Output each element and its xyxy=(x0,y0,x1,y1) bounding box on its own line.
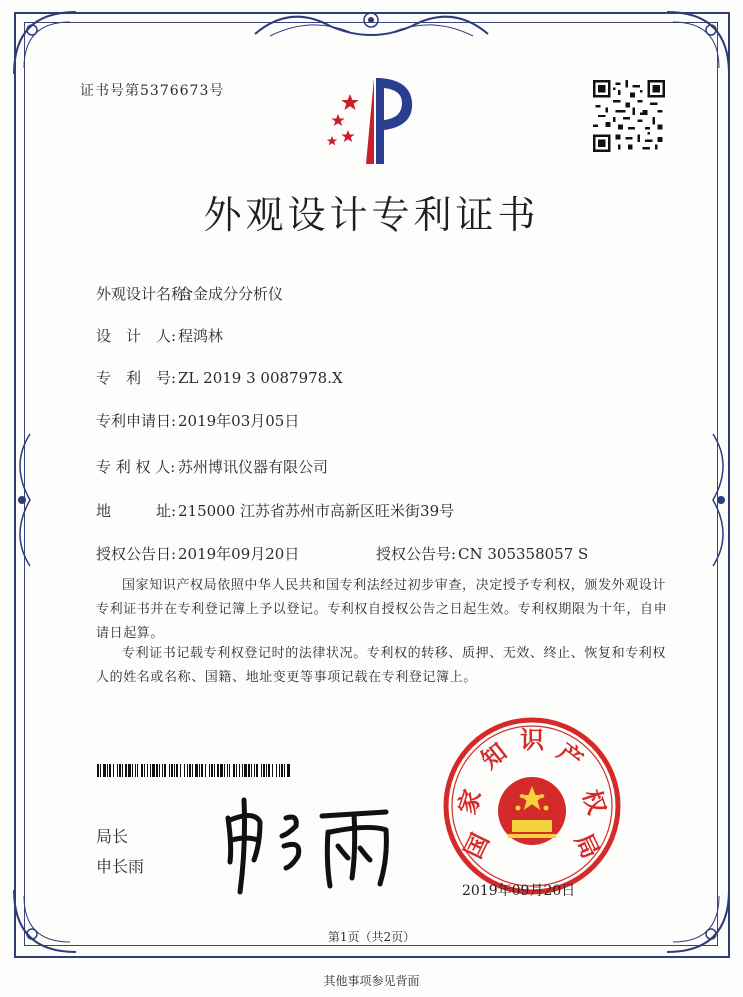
barcode-bar xyxy=(189,764,191,777)
grant-date-row xyxy=(96,543,299,564)
barcode-bar xyxy=(117,764,118,777)
left-side-ornament xyxy=(8,430,38,570)
patentee-row xyxy=(96,456,328,477)
paragraph-grant-statement: 国家知识产权局依照中华人民共和国专利法经过初步审查，决定授予专利权，颁发外观设计专利证书并在专利登记簿上予以登记。专利权自授权公告之日起生效。专利权期限为十年，自申请日起算。 xyxy=(96,578,668,641)
barcode-bar xyxy=(287,764,290,777)
barcode-bar xyxy=(125,764,127,777)
barcode-bar xyxy=(224,764,225,777)
barcode-bar xyxy=(201,764,203,777)
designer-value: 程鸿林 xyxy=(178,327,224,345)
barcode-bar xyxy=(176,764,178,777)
barcode-bar xyxy=(236,764,237,777)
barcode-bar xyxy=(103,764,106,777)
barcode-bar xyxy=(220,764,223,777)
barcode-bar xyxy=(122,764,123,777)
barcode-bar xyxy=(156,764,158,777)
barcode-bar xyxy=(159,764,160,777)
barcode-bar xyxy=(135,764,136,777)
barcode-bar xyxy=(137,764,138,777)
qr-code xyxy=(593,80,665,152)
barcode-bar xyxy=(279,764,280,777)
page-indicator: 第1页（共2页） xyxy=(327,930,416,944)
barcode-bar xyxy=(281,764,283,777)
director-title: 局长 xyxy=(96,827,129,846)
svg-text:识: 识 xyxy=(520,726,544,754)
cnipa-logo xyxy=(318,74,418,170)
barcode-bar xyxy=(152,764,155,777)
barcode-bar xyxy=(113,764,114,777)
barcode-bar xyxy=(128,764,131,777)
barcode-bar xyxy=(251,764,252,777)
barcode-bar xyxy=(150,764,151,777)
footer-note: 其他事项参见背面 xyxy=(323,974,420,988)
barcode xyxy=(97,764,290,777)
barcode-bar xyxy=(119,764,121,777)
barcode-bar xyxy=(164,764,166,777)
barcode-bar xyxy=(242,764,243,777)
barcode-bar xyxy=(187,764,188,777)
barcode-bar xyxy=(227,764,228,777)
patent-number-label: 专 利 号: xyxy=(96,369,177,387)
design-name-row xyxy=(96,283,283,304)
barcode-bar xyxy=(276,764,277,777)
svg-text:产: 产 xyxy=(551,737,589,775)
top-center-ornament xyxy=(250,4,493,44)
barcode-bar xyxy=(229,764,230,777)
barcode-bar xyxy=(209,764,210,777)
barcode-bar xyxy=(141,764,143,777)
barcode-bar xyxy=(239,764,240,777)
patentee-value: 苏州博讯仪器有限公司 xyxy=(178,458,329,476)
svg-text:家: 家 xyxy=(452,786,488,818)
barcode-bar xyxy=(211,764,213,777)
patentee-label: 专 利 权 人: xyxy=(96,458,176,476)
grant-date-label: 授权公告日: xyxy=(96,545,177,563)
barcode-bar xyxy=(261,764,262,777)
svg-text:权: 权 xyxy=(576,786,612,818)
corner-ornament-top-right xyxy=(663,8,733,78)
filing-date-label: 专利申请日: xyxy=(96,412,177,430)
design-name-value: 合金成分分析仪 xyxy=(178,285,284,303)
barcode-bar xyxy=(109,764,111,777)
barcode-bar xyxy=(233,764,235,777)
barcode-bar xyxy=(248,764,250,777)
grant-number-value: CN 305358057 S xyxy=(458,545,589,563)
grant-number-row xyxy=(376,543,588,564)
barcode-bar xyxy=(272,764,273,777)
barcode-bar xyxy=(199,764,200,777)
barcode-bar xyxy=(162,764,163,777)
barcode-bar xyxy=(263,764,265,777)
barcode-bar xyxy=(268,764,270,777)
certificate-title: 外观设计专利证书 xyxy=(203,193,540,237)
barcode-bar xyxy=(144,764,145,777)
barcode-bar xyxy=(254,764,255,777)
director-name: 申长雨 xyxy=(96,857,145,876)
barcode-bar xyxy=(192,764,193,777)
barcode-bar xyxy=(195,764,198,777)
design-name-label: 外观设计名称: xyxy=(96,285,192,303)
barcode-bar xyxy=(205,764,206,777)
certificate-number: 证书号第5376673号 xyxy=(80,83,225,99)
official-seal xyxy=(442,716,622,896)
address-label: 地 址: xyxy=(96,502,177,520)
designer-label: 设 计 人: xyxy=(96,327,177,345)
barcode-bar xyxy=(174,764,175,777)
designer-row xyxy=(96,325,223,346)
barcode-bar xyxy=(184,764,185,777)
grant-date-value: 2019年09月20日 xyxy=(178,545,300,563)
barcode-bar xyxy=(171,764,173,777)
grant-number-label: 授权公告号: xyxy=(376,545,457,563)
barcode-bar xyxy=(107,764,108,777)
barcode-bar xyxy=(97,764,99,777)
corner-ornament-bottom-right xyxy=(663,886,733,956)
barcode-bar xyxy=(217,764,219,777)
barcode-bar xyxy=(256,764,258,777)
barcode-bar xyxy=(266,764,267,777)
barcode-bar xyxy=(180,764,181,777)
address-row xyxy=(96,500,454,521)
svg-text:知: 知 xyxy=(475,737,513,775)
right-side-ornament xyxy=(705,430,735,570)
barcode-bar xyxy=(100,764,101,777)
filing-date-row xyxy=(96,410,299,431)
patent-number-value: ZL 2019 3 0087978.X xyxy=(178,369,343,387)
barcode-bar xyxy=(132,764,133,777)
barcode-bar xyxy=(214,764,215,777)
svg-text:局: 局 xyxy=(569,829,605,863)
director-signature xyxy=(210,788,410,898)
barcode-bar xyxy=(169,764,170,777)
barcode-bar xyxy=(147,764,148,777)
svg-text:国: 国 xyxy=(459,829,495,863)
address-value: 215000 江苏省苏州市高新区旺米街39号 xyxy=(178,502,455,520)
patent-number-row xyxy=(96,367,343,388)
barcode-bar xyxy=(244,764,247,777)
barcode-bar xyxy=(284,764,285,777)
corner-ornament-bottom-left xyxy=(10,886,80,956)
filing-date-value: 2019年03月05日 xyxy=(178,412,300,430)
corner-ornament-top-left xyxy=(10,8,80,78)
seal-date: 2019年09月20日 xyxy=(462,883,576,899)
paragraph-legal-status: 专利证书记载专利权登记时的法律状况。专利权的转移、质押、无效、终止、恢复和专利权人的姓名或名称、国籍、地址变更等事项记载在专利登记簿上。 xyxy=(96,646,667,685)
